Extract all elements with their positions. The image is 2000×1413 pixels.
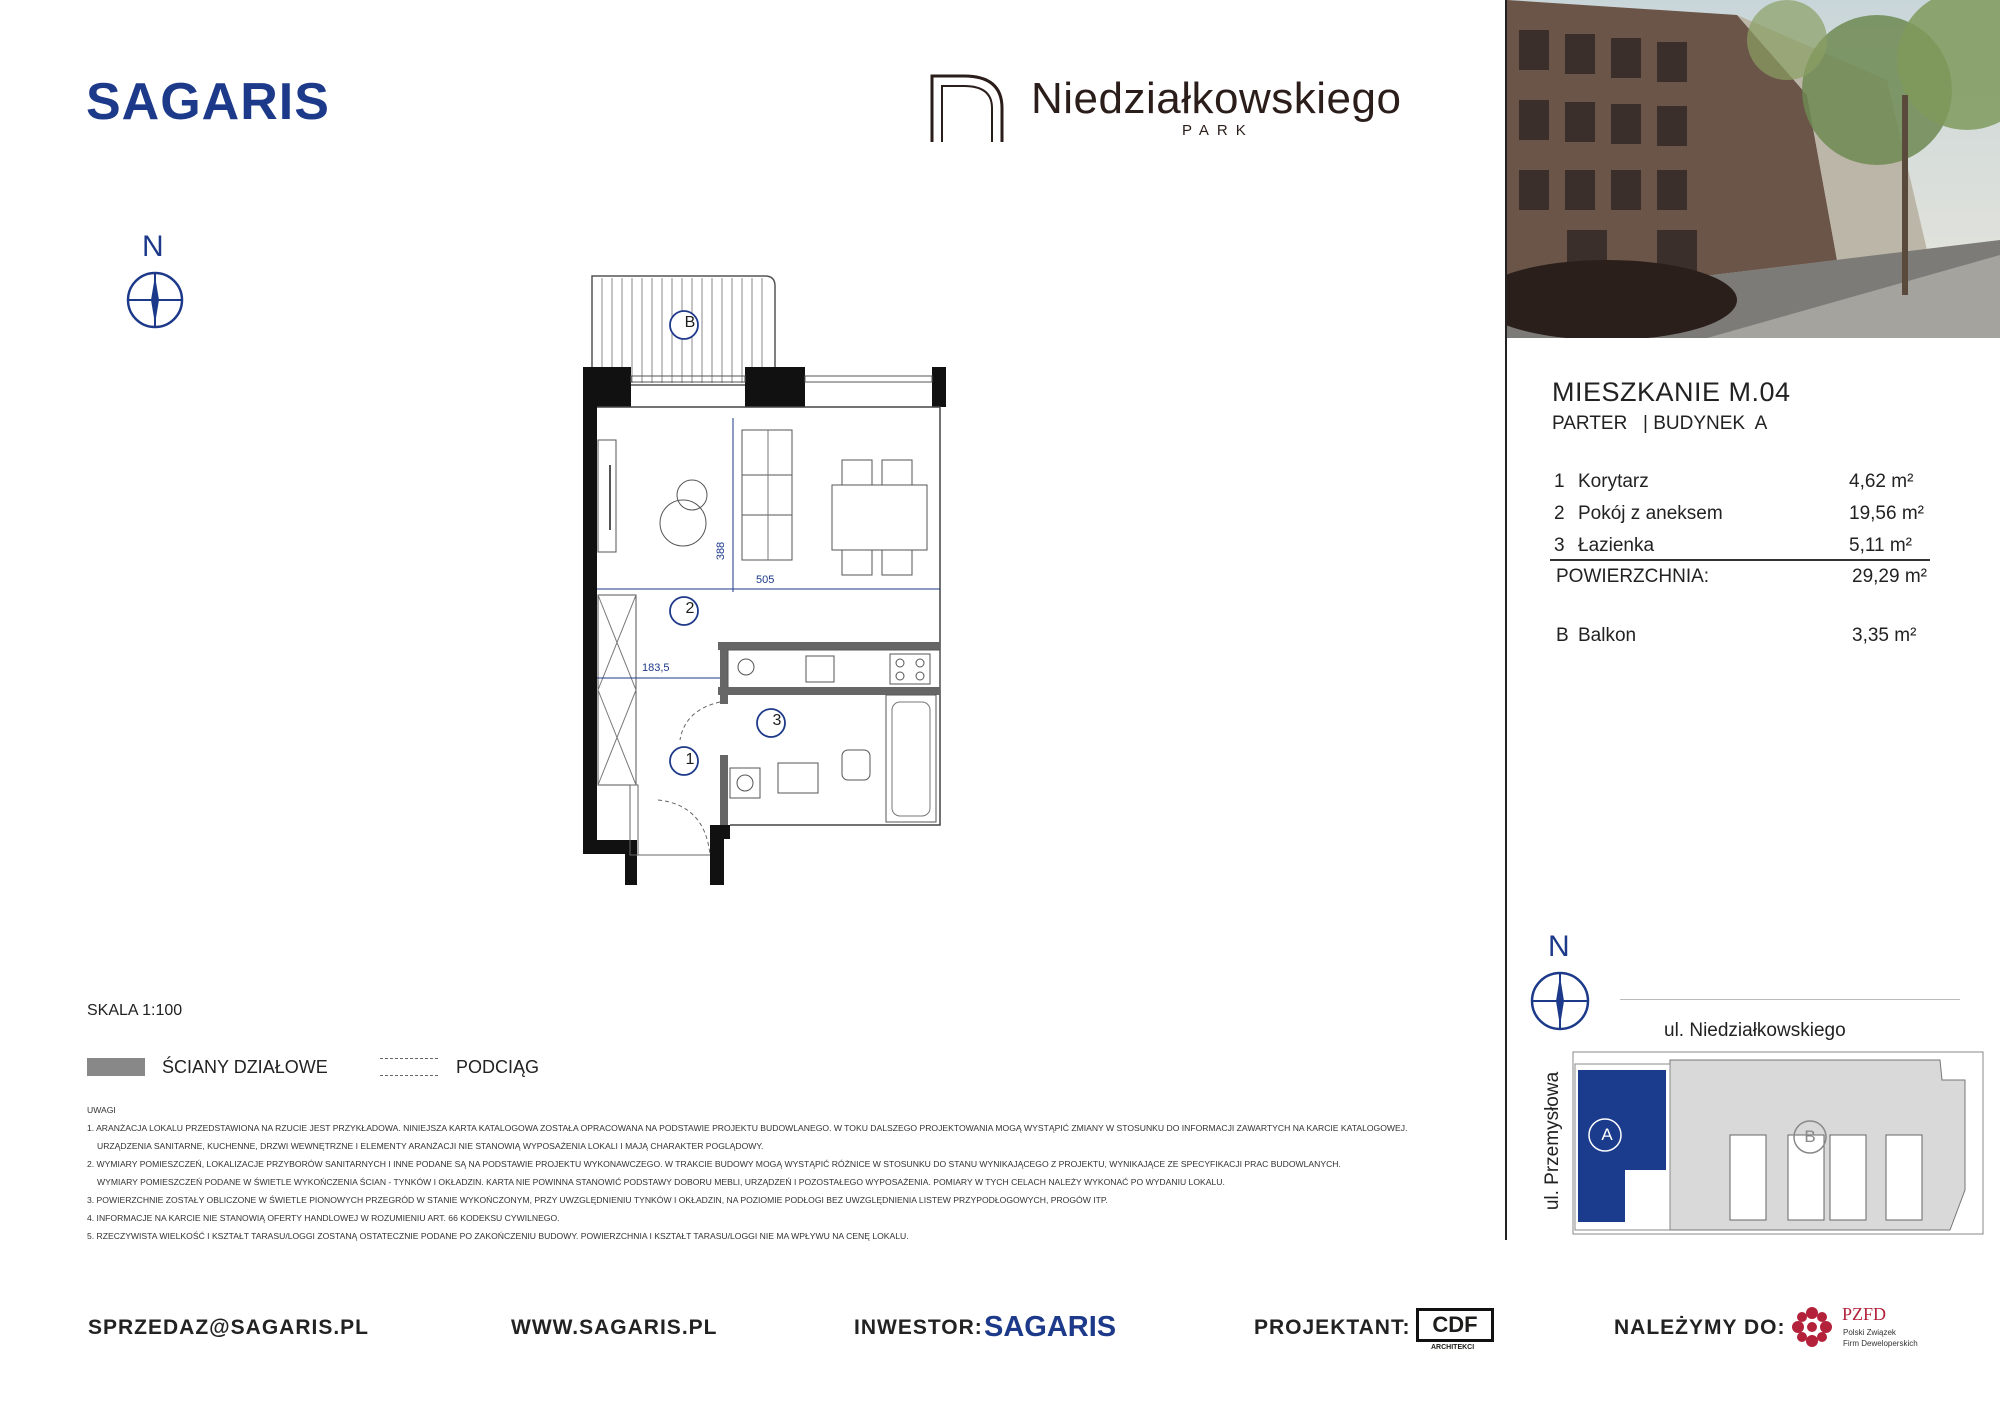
website-link[interactable]: WWW.SAGARIS.PL [511, 1316, 718, 1339]
compass-icon [1529, 970, 1591, 1032]
designer-label: PROJEKTANT: [1254, 1316, 1411, 1339]
room-area: 19,56 m² [1849, 503, 1924, 524]
dimension-depth: 388 [715, 541, 728, 561]
table-row [1554, 466, 1929, 498]
balcony-area: 3,35 m² [1852, 625, 1917, 646]
note-line: 2. WYMIARY POMIESZCZEŃ, LOKALIZACJE PRZYBORÓW SANITARNYCH I INNE PODANE SĄ NA PODSTAWIE PROJEKTU WYKONAWCZEGO. W TRAKCIE BUDOWY MOGĄ WYSTĄPIĆ RÓŻNICE W STOSUNKU DO STANU WYNIKAJĄCEGO Z PROJEKTU, WYNIKAJĄCE ZE SPECYFIKACJI PRAC BUDOWLANYCH. [87, 1159, 1341, 1169]
pzfd-sub-1: Polski Związek [1843, 1328, 1896, 1337]
pzfd-flower-icon [1790, 1305, 1834, 1349]
balcony-number: B [1556, 625, 1569, 646]
room-name: Korytarz [1578, 471, 1649, 492]
total-area: 29,29 m² [1852, 566, 1927, 587]
project-logo-mark [928, 68, 1008, 144]
building-b-label: B [1804, 1127, 1816, 1146]
table-row [1554, 498, 1929, 530]
investor-logo: SAGARIS [984, 1311, 1117, 1343]
street-top-label: ul. Niedziałkowskiego [1664, 1020, 1846, 1041]
scale-label: SKALA 1:100 [87, 1002, 183, 1019]
room-number: 1 [1554, 471, 1565, 492]
beam-label: PODCIĄG [456, 1057, 540, 1077]
room-number: 3 [1554, 535, 1565, 556]
dimension-width: 505 [756, 574, 775, 586]
table-row [1554, 530, 1929, 562]
note-line: 5. RZECZYWISTA WIELKOŚĆ I KSZTAŁT TARASU/LOGGI ZOSTANĄ OSTATECZNIE PODANE PO ZAKOŃCZENIU BUDOWY. POWIERZCHNIA I KSZTAŁT TARASU/LOGGI NIE MA WPŁYWU NA CENĘ LOKALU. [87, 1231, 909, 1241]
room-marker-2: 2 [685, 600, 695, 617]
street-line [1620, 999, 1960, 1000]
room-marker-1: 1 [685, 751, 695, 768]
dimension-corridor: 183,5 [642, 662, 670, 674]
project-name: Niedziałkowskiego [1031, 74, 1402, 123]
investor-label: INWESTOR: [854, 1316, 983, 1339]
project-logo [928, 68, 1428, 148]
rooms-table [1554, 466, 1929, 562]
note-line: URZĄDZENIA SANITARNE, KUCHENNE, DRZWI WEWNĘTRZNE I ELEMENTY ARANŻACJI NIE STANOWIĄ WYPOSAŻENIA LOKALI I MAJĄ CHARAKTER POGLĄDOWY. [97, 1141, 764, 1151]
designer-logo [1416, 1308, 1494, 1342]
room-marker-3: 3 [772, 712, 782, 729]
room-name: Pokój z aneksem [1578, 503, 1723, 524]
site-map [1570, 1050, 1990, 1240]
walls-swatch [87, 1058, 145, 1076]
north-label: N [142, 230, 164, 263]
note-line: WYMIARY POMIESZCZEŃ PODANE W ŚWIETLE WYKOŃCZENIA ŚCIAN - TYNKÓW I OKŁADZIN. KARTA NIE POWINNA STANOWIĆ PODSTAWY DOBORU MEBLI, URZĄDZEŃ I POZOSTAŁEGO WYPOSAŻENIA. POMIARY W TYCH CELACH NALEŻY WYKONAĆ PO WYDANIU LOKALU. [97, 1177, 1225, 1187]
room-number: 2 [1554, 503, 1565, 524]
pzfd-sub-2: Firm Deweloperskich [1843, 1339, 1918, 1348]
compass-icon [125, 270, 185, 330]
room-marker-balcony: B [684, 314, 696, 331]
apartment-floor: PARTER [1552, 413, 1628, 434]
room-name: Łazienka [1578, 535, 1655, 556]
member-label: NALEŻYMY DO: [1614, 1316, 1786, 1339]
apartment-title: MIESZKANIE M.04 [1552, 377, 1791, 407]
note-line: 1. ARANŻACJA LOKALU PRZEDSTAWIONA NA RZUCIE JEST PRZYKŁADOWA. NINIEJSZA KARTA KATALOGOWA ZOSTAŁA OPRACOWANA NA PODSTAWIE PROJEKTU BUDOWLANEGO. W TOKU DALSZEGO PROJEKTOWANIA MOGĄ WYSTĄPIĆ ZMIANY W STOSUNKU DO INFORMACJI ZAWARTYCH NA KARCIE KATALOGOWEJ. [87, 1123, 1408, 1133]
note-line: 4. INFORMACJE NA KARCIE NIE STANOWIĄ OFERTY HANDLOWEJ W ROZUMIENIU ART. 66 KODEKSU CYWILNEGO. [87, 1213, 560, 1223]
pzfd-logo-text: PZFD [1842, 1304, 1887, 1324]
beam-swatch [380, 1058, 438, 1076]
notes-title: UWAGI [87, 1105, 116, 1115]
project-subtitle: PARK [1182, 122, 1254, 139]
balcony-name: Balkon [1578, 625, 1637, 646]
designer-logo-text: CDF [1432, 1312, 1478, 1337]
total-label: POWIERZCHNIA: [1556, 566, 1710, 587]
room-area: 4,62 m² [1849, 471, 1914, 492]
room-area: 5,11 m² [1849, 535, 1913, 556]
building-a-label[interactable]: A [1601, 1125, 1613, 1144]
designer-sub: ARCHITEKCI [1431, 1344, 1475, 1351]
site-north-label: N [1548, 930, 1570, 963]
walls-label: ŚCIANY DZIAŁOWE [162, 1057, 328, 1077]
apartment-building: | BUDYNEK A [1643, 413, 1768, 434]
note-line: 3. POWIERZCHNIE ZOSTAŁY OBLICZONE W ŚWIETLE PIONOWYCH PRZEGRÓD W STANIE WYKOŃCZONYM, PRZY UWZGLĘDNIENIU TYNKÓW I OKŁADZIN, NA POZIOMIE PODŁOGI BEZ UWZGLĘDNIENIA LISTEW PRZYPODŁOGOWYCH, PROGÓW ITP. [87, 1195, 1108, 1205]
notes-section [87, 1101, 1407, 1245]
table-divider [1550, 559, 1930, 561]
building-rendering [1507, 0, 2000, 338]
sagaris-logo[interactable]: SAGARIS [86, 73, 330, 131]
email-link[interactable]: SPRZEDAZ@SAGARIS.PL [88, 1316, 369, 1339]
street-left-label: ul. Przemysłowa [1542, 1071, 1563, 1211]
